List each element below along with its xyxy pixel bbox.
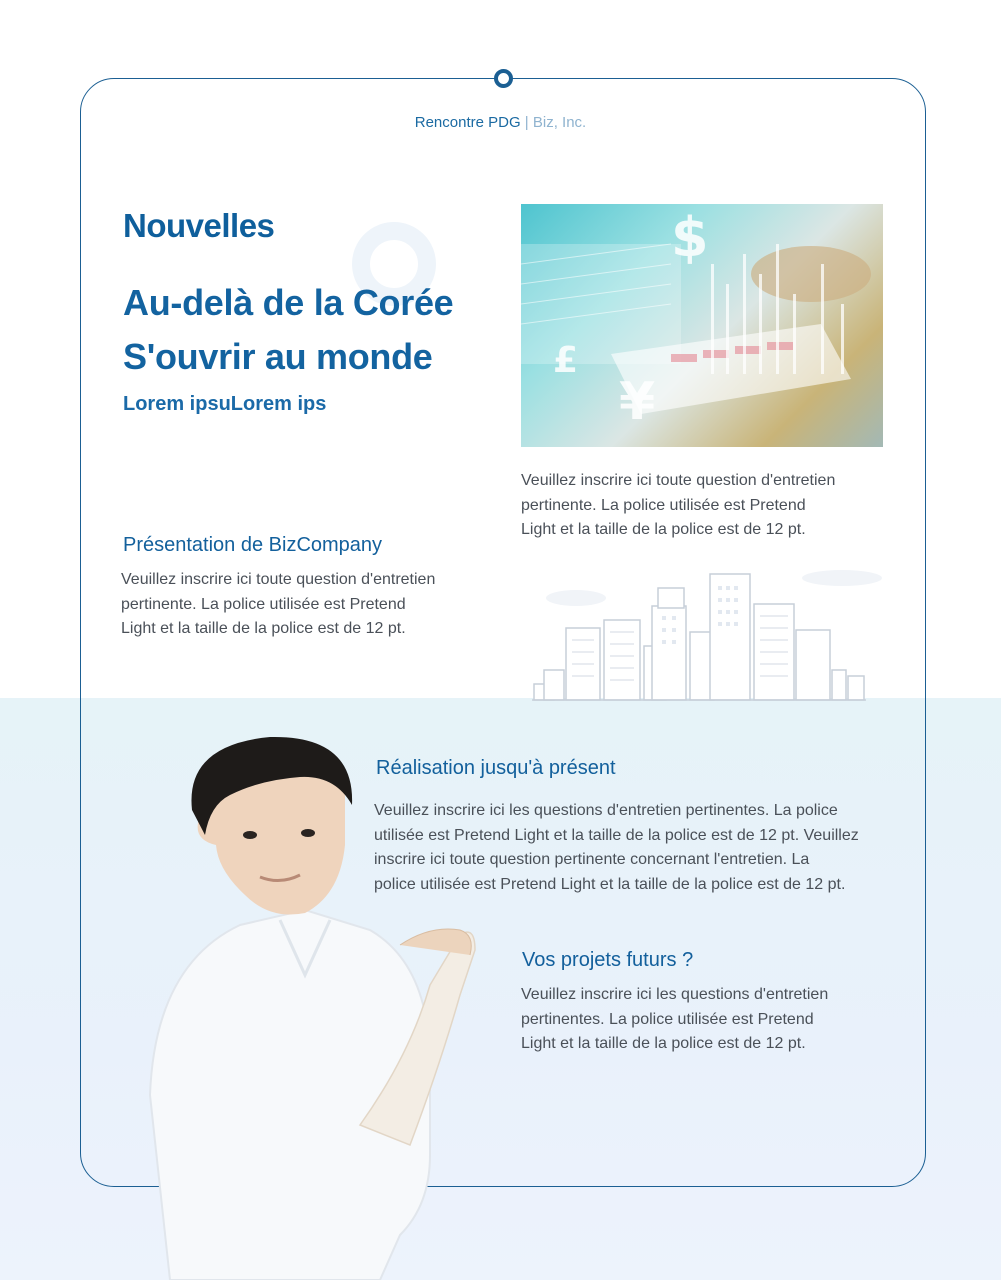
text-line: Veuillez inscrire ici toute question d'entretien <box>121 571 436 588</box>
city-skyline-illustration <box>532 566 884 702</box>
page-headline <box>123 276 523 384</box>
headline-line: S'ouvrir au monde <box>123 336 433 377</box>
yen-icon: ¥ <box>619 372 656 432</box>
text-line: Veuillez inscrire ici toute question d'entretien <box>521 472 836 489</box>
text-line: pertinente. La police utilisée est Pretend <box>521 496 806 514</box>
achievements-title: Réalisation jusqu'à présent <box>376 757 616 779</box>
text-line: utilisée est Pretend Light et la taille de la police est de 12 pt. Veuillez <box>374 826 859 844</box>
text-line: pertinentes. La police utilisée est Pretend <box>521 1010 814 1028</box>
pound-icon: £ <box>553 340 579 381</box>
text-line: Light et la taille de la police est de 12 pt. <box>121 620 406 637</box>
header-company: Biz, Inc. <box>532 114 587 131</box>
text-line: Light et la taille de la police est de 12 pt. <box>521 1035 806 1052</box>
text-line: Veuillez inscrire ici les questions d'entretien pertinentes. La police <box>374 802 838 819</box>
text-line: pertinente. La police utilisée est Pretend <box>121 595 406 613</box>
future-text <box>521 983 828 1057</box>
page-header <box>0 114 1001 131</box>
headline-line: Au-delà de la Corée <box>123 282 454 323</box>
finance-photo <box>521 204 883 447</box>
header-separator: | <box>520 114 533 131</box>
achievements-text <box>374 799 859 897</box>
dollar-icon: $ <box>671 206 709 269</box>
photo-caption <box>521 469 835 543</box>
text-line: inscrire ici toute question pertinente concernant l'entretien. La <box>374 851 810 868</box>
text-line: police utilisée est Pretend Light et la taille de la police est de 12 pt. <box>374 875 846 893</box>
future-title: Vos projets futurs ? <box>522 949 694 971</box>
presentation-title: Présentation de BizCompany <box>123 534 383 556</box>
subheadline: Lorem ipsuLorem ips <box>123 393 327 415</box>
section-label: Nouvelles <box>123 207 275 244</box>
header-title: Rencontre PDG <box>414 114 521 131</box>
text-line: Veuillez inscrire ici les questions d'entretien <box>521 986 829 1003</box>
text-line: Light et la taille de la police est de 12 pt. <box>521 521 806 538</box>
presentation-text <box>121 568 435 642</box>
frame-ring-icon <box>494 69 513 88</box>
